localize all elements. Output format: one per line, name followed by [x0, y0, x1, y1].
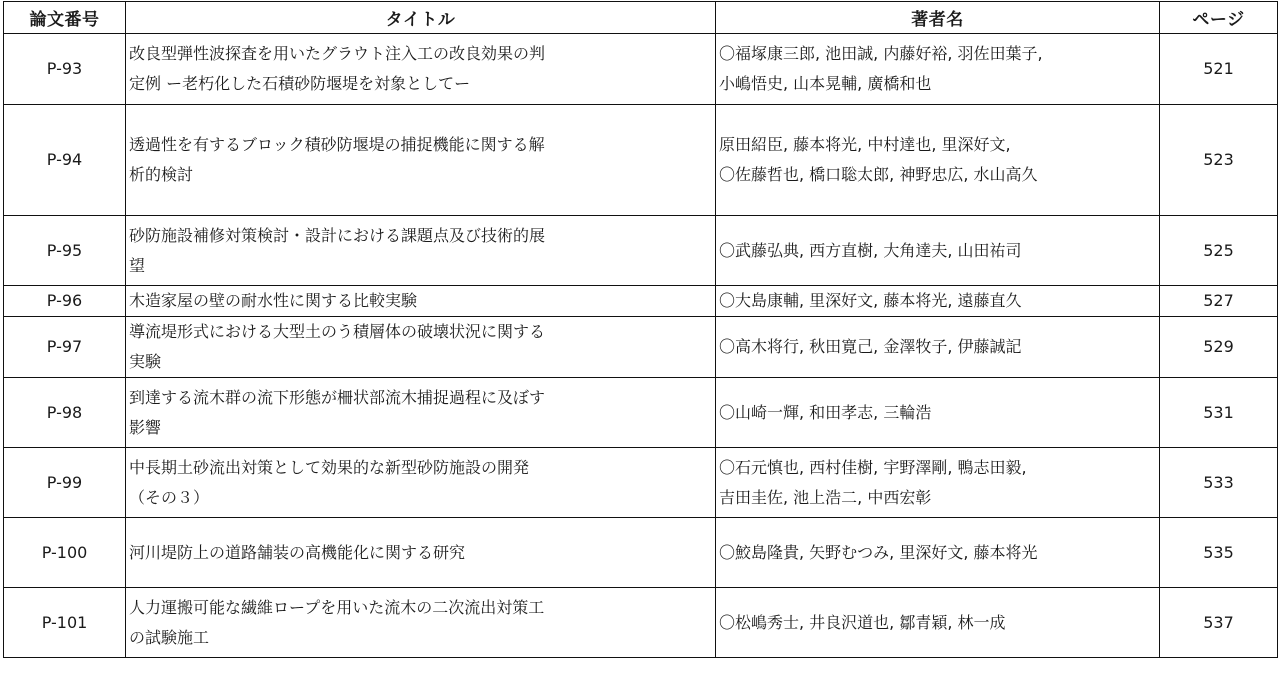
paper-title: [126, 34, 716, 105]
paper-title: [126, 317, 716, 378]
paper-authors-text: 原田紹臣, 藤本将光, 中村達也, 里深好文, 〇佐藤哲也, 橋口聡太郎, 神野忠広, 水山高久: [719, 135, 1038, 184]
paper-page: 527: [1160, 286, 1278, 317]
paper-id: P-95: [4, 216, 126, 286]
paper-title: [126, 588, 716, 658]
paper-authors-text: 〇高木将行, 秋田寛己, 金澤牧子, 伊藤誠記: [719, 337, 1022, 356]
paper-page: 533: [1160, 448, 1278, 518]
paper-title-text: 人力運搬可能な繊維ロープを用いた流木の二次流出対策工 の試験施工: [129, 597, 545, 647]
header-page: ページ: [1160, 2, 1278, 34]
paper-title-text: 到達する流木群の流下形態が柵状部流木捕捉過程に及ぼす 影響: [129, 387, 546, 437]
paper-id: P-93: [4, 34, 126, 105]
table-row: [4, 216, 1278, 286]
paper-title: [126, 286, 716, 317]
paper-id: P-100: [4, 518, 126, 588]
paper-id: P-94: [4, 105, 126, 216]
paper-authors-text: 〇鮫島隆貴, 矢野むつみ, 里深好文, 藤本将光: [719, 542, 1038, 562]
paper-authors-text: 〇武藤弘典, 西方直樹, 大角達夫, 山田祐司: [719, 240, 1022, 260]
paper-id: P-97: [4, 317, 126, 378]
paper-page: 525: [1160, 216, 1278, 286]
paper-page: 531: [1160, 378, 1278, 448]
paper-title-text: 木造家屋の壁の耐水性に関する比較実験: [129, 291, 418, 310]
paper-authors: [716, 216, 1160, 286]
paper-page: 537: [1160, 588, 1278, 658]
paper-authors: [716, 286, 1160, 317]
paper-title-text: 改良型弾性波探査を用いたグラウト注入工の改良効果の判 定例 ー老朽化した石積砂防堰堤を対象としてー: [129, 44, 546, 93]
paper-authors-text: 〇大島康輔, 里深好文, 藤本将光, 遠藤直久: [719, 291, 1022, 310]
paper-title: [126, 448, 716, 518]
paper-page: 523: [1160, 105, 1278, 216]
paper-authors-text: 〇石元慎也, 西村佳樹, 宇野澤剛, 鴨志田毅, 吉田圭佐, 池上浩二, 中西宏彰: [719, 457, 1027, 507]
paper-title-text: 河川堤防上の道路舗装の高機能化に関する研究: [129, 542, 466, 562]
header-authors: 著者名: [716, 2, 1160, 34]
paper-title-text: 中長期土砂流出対策として効果的な新型砂防施設の開発 （その３）: [129, 457, 530, 507]
paper-page: 535: [1160, 518, 1278, 588]
paper-page: 521: [1160, 34, 1278, 105]
paper-id: P-99: [4, 448, 126, 518]
paper-title: [126, 216, 716, 286]
table-row: [4, 286, 1278, 317]
table-row: [4, 317, 1278, 378]
paper-id: P-98: [4, 378, 126, 448]
paper-id: P-101: [4, 588, 126, 658]
paper-title: [126, 105, 716, 216]
header-title: タイトル: [126, 2, 716, 34]
table-row: [4, 378, 1278, 448]
paper-page: 529: [1160, 317, 1278, 378]
papers-table: [3, 1, 1278, 658]
table-row: [4, 588, 1278, 658]
paper-title: [126, 378, 716, 448]
paper-authors: [716, 378, 1160, 448]
table-row: [4, 105, 1278, 216]
paper-title-text: 導流堤形式における大型土のう積層体の破壊状況に関する 実験: [129, 322, 546, 371]
paper-authors: [716, 588, 1160, 658]
paper-authors: [716, 448, 1160, 518]
paper-title-text: 透過性を有するブロック積砂防堰堤の捕捉機能に関する解 析的検討: [129, 135, 545, 184]
paper-authors: [716, 105, 1160, 216]
paper-authors-text: 〇福塚康三郎, 池田誠, 内藤好裕, 羽佐田葉子, 小嶋悟史, 山本晃輔, 廣橋和也: [719, 44, 1043, 93]
paper-authors-text: 〇松嶋秀士, 井良沢道也, 鄒青穎, 林一成: [719, 612, 1006, 632]
paper-authors: [716, 34, 1160, 105]
table-row: [4, 518, 1278, 588]
paper-authors: [716, 317, 1160, 378]
paper-authors-text: 〇山崎一輝, 和田孝志, 三輪浩: [719, 402, 932, 422]
table-row: [4, 448, 1278, 518]
header-id: 論文番号: [4, 2, 126, 34]
table-row: [4, 34, 1278, 105]
paper-authors: [716, 518, 1160, 588]
header-row: [4, 2, 1278, 34]
paper-title-text: 砂防施設補修対策検討・設計における課題点及び技術的展 望: [129, 225, 546, 275]
paper-id: P-96: [4, 286, 126, 317]
paper-title: [126, 518, 716, 588]
